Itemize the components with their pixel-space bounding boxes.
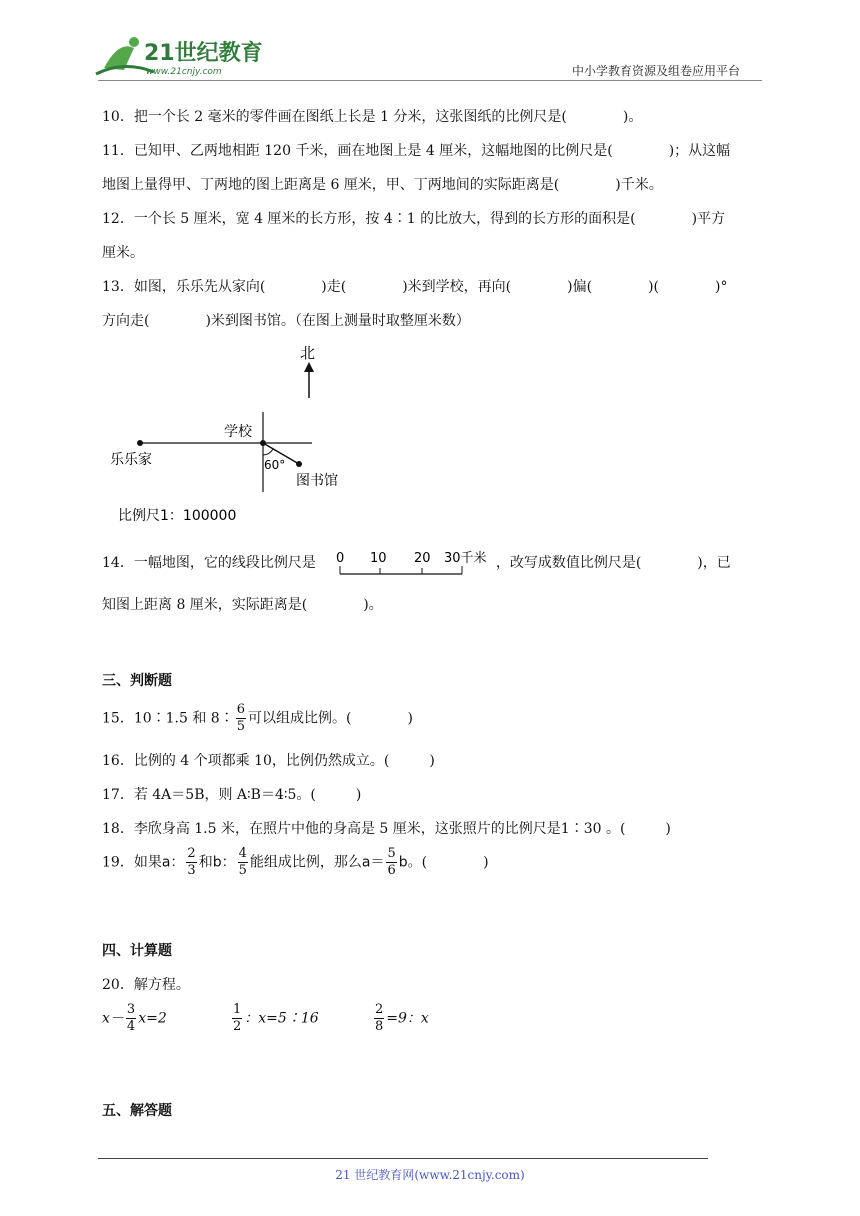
footer-divider — [98, 1158, 708, 1159]
question-10: 10．把一个长 2 毫米的零件画在图纸上长是 1 分米，这张图纸的比例尺是( )。 — [102, 109, 643, 125]
north-label: 北 — [300, 344, 316, 362]
section-title-answer: 五、解答题 — [102, 1103, 172, 1119]
question-13-line1: 13．如图，乐乐先从家向( )走( )米到学校，再向( )偏( )( )° — [102, 279, 728, 295]
north-arrow-icon — [304, 362, 314, 372]
question-11-line1: 11．已知甲、乙两地相距 120 千米，画在地图上是 4 厘米，这幅地图的比例尺是( )；从这幅 — [102, 143, 731, 159]
question-15: 15．10∶1.5 和 8∶ $\frac{6}{5}$ 可以组成比例。( ) — [102, 702, 413, 734]
direction-map-figure — [100, 340, 360, 530]
question-14-line2: 知图上距离 8 厘米，实际距离是( )。 — [102, 597, 383, 613]
header-divider — [98, 80, 762, 81]
platform-name: 中小学教育资源及组卷应用平台 — [572, 64, 741, 78]
equation-2: $\frac{1}{2}$ ：x=5∶16 — [233, 1002, 319, 1034]
question-12-line1: 12．一个长 5 厘米，宽 4 厘米的长方形，按 4∶1 的比放大，得到的长方形的面积是( )平方 — [102, 211, 726, 227]
question-11-line2: 地图上量得甲、丁两地的图上距离是 6 厘米，甲、丁两地间的实际距离是( )千米。 — [102, 177, 663, 193]
question-20: 20．解方程。 — [102, 977, 190, 993]
scale-label: 比例尺1：100000 — [118, 508, 237, 524]
site-logo — [94, 30, 264, 80]
question-18: 18．李欣身高 1.5 米，在照片中他的身高是 5 厘米，这张照片的比例尺是1∶30 。( ) — [102, 821, 671, 837]
logo-text: 21世纪教育 — [144, 41, 263, 66]
library-point — [296, 461, 302, 467]
angle-label: 60° — [264, 458, 286, 472]
angle-arc — [263, 449, 273, 455]
svg-text:20: 20 — [414, 551, 431, 566]
svg-text:10: 10 — [370, 551, 387, 566]
library-label: 图书馆 — [296, 473, 338, 489]
logo-url: www.21cnjy.com — [146, 67, 222, 77]
school-label: 学校 — [224, 424, 252, 440]
home-label: 乐乐家 — [110, 452, 152, 468]
question-16: 16．比例的 4 个项都乘 10，比例仍然成立。( ) — [102, 753, 435, 769]
svg-text:30千米: 30千米 — [444, 551, 487, 566]
question-17: 17．若 4A＝5B，则 A∶B＝4∶5。( ) — [102, 787, 362, 803]
section-title-judgment: 三、判断题 — [102, 673, 172, 689]
question-14-line1: 14．一幅地图，它的线段比例尺是 ，改写成数值比例尺是( )，已 — [102, 555, 731, 571]
question-13-line2: 方向走( )米到图书馆。（在图上测量时取整厘米数） — [102, 313, 470, 329]
home-point — [137, 440, 143, 446]
equation-3: $\frac{2}{8}$ =9：x — [375, 1002, 429, 1034]
question-19: 19．如果a： $\frac{2}{3}$ 和b： $\frac{4}{5}$ 能组成比例，那么a＝ $\frac{5}{6}$ b。( ) — [102, 846, 489, 878]
equation-1: x－ $\frac{3}{4}$ x=2 — [102, 1002, 167, 1034]
footer-text: 21 世纪教育网(www.21cnjy.com) — [335, 1168, 525, 1182]
svg-text:0: 0 — [336, 551, 345, 566]
line-scale-figure — [332, 548, 502, 580]
question-12-line2: 厘米。 — [102, 245, 144, 261]
section-title-calculation: 四、计算题 — [102, 943, 172, 959]
